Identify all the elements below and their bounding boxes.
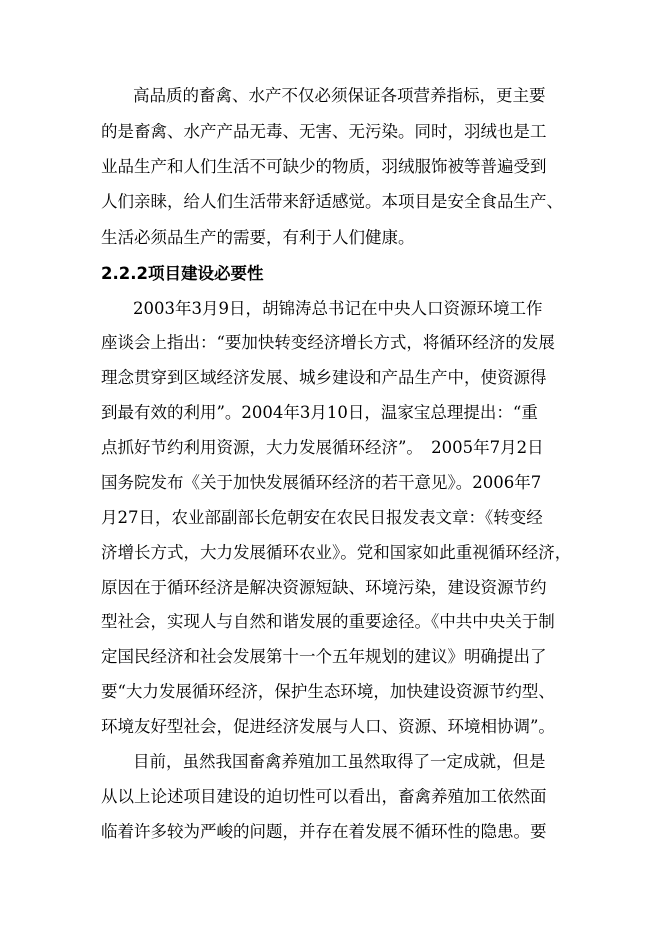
text-line: 月27日，农业部副部长危朝安在农民日报发表文章：《转变经	[101, 508, 543, 527]
text-line: 目前，虽然我国畜禽养殖加工虽然取得了一定成就，但是	[133, 752, 546, 771]
section-heading: 2.2.2项目建设必要性	[101, 264, 264, 283]
text-line: 型社会，实现人与自然和谐发展的重要途径。《中共中央关于制	[101, 612, 555, 631]
text-line: 环境友好型社会，促进经济发展与人口、资源、环境相协调”。	[101, 717, 555, 736]
text-line: 点抓好节约利用资源，大力发展循环经济”。 2005年7月2日	[101, 438, 544, 457]
text-line: 高品质的畜禽、水产不仅必须保证各项营养指标，更主要	[133, 86, 546, 105]
text-line: 人们亲睐，给人们生活带来舒适感觉。本项目是安全食品生产、	[101, 192, 563, 211]
text-line: 济增长方式，大力发展循环农业》。党和国家如此重视循环经济，	[101, 543, 572, 562]
text-line: 定国民经济和社会发展第十一个五年规划的建议》明确提出了	[101, 647, 547, 666]
text-line: 2003年3月9日，胡锦涛总书记在中央人口资源环境工作	[133, 299, 543, 318]
text-line: 从以上论述项目建设的迫切性可以看出，畜禽养殖加工依然面	[101, 787, 547, 806]
text-line: 到最有效的利用”。2004年3月10日，温家宝总理提出：“重	[101, 403, 538, 422]
text-line: 座谈会上指出：“要加快转变经济增长方式，将循环经济的发展	[101, 333, 555, 352]
text-line: 的是畜禽、水产产品无毒、无害、无污染。同时，羽绒也是工	[101, 122, 547, 141]
text-line: 要“大力发展循环经济，保护生态环境，加快建设资源节约型、	[101, 682, 555, 701]
text-line: 业品生产和人们生活不可缺少的物质，羽绒服饰被等普遍受到	[101, 157, 547, 176]
text-line: 原因在于循环经济是解决资源短缺、环境污染，建设资源节约	[101, 578, 547, 597]
text-line: 理念贯穿到区域经济发展、城乡建设和产品生产中，使资源得	[101, 368, 547, 387]
text-line: 国务院发布《关于加快发展循环经济的若干意见》。2006年7	[101, 473, 542, 492]
text-line: 生活必须品生产的需要，有利于人们健康。	[101, 228, 415, 247]
text-line: 临着许多较为严峻的问题，并存在着发展不循环性的隐患。要	[101, 822, 547, 841]
